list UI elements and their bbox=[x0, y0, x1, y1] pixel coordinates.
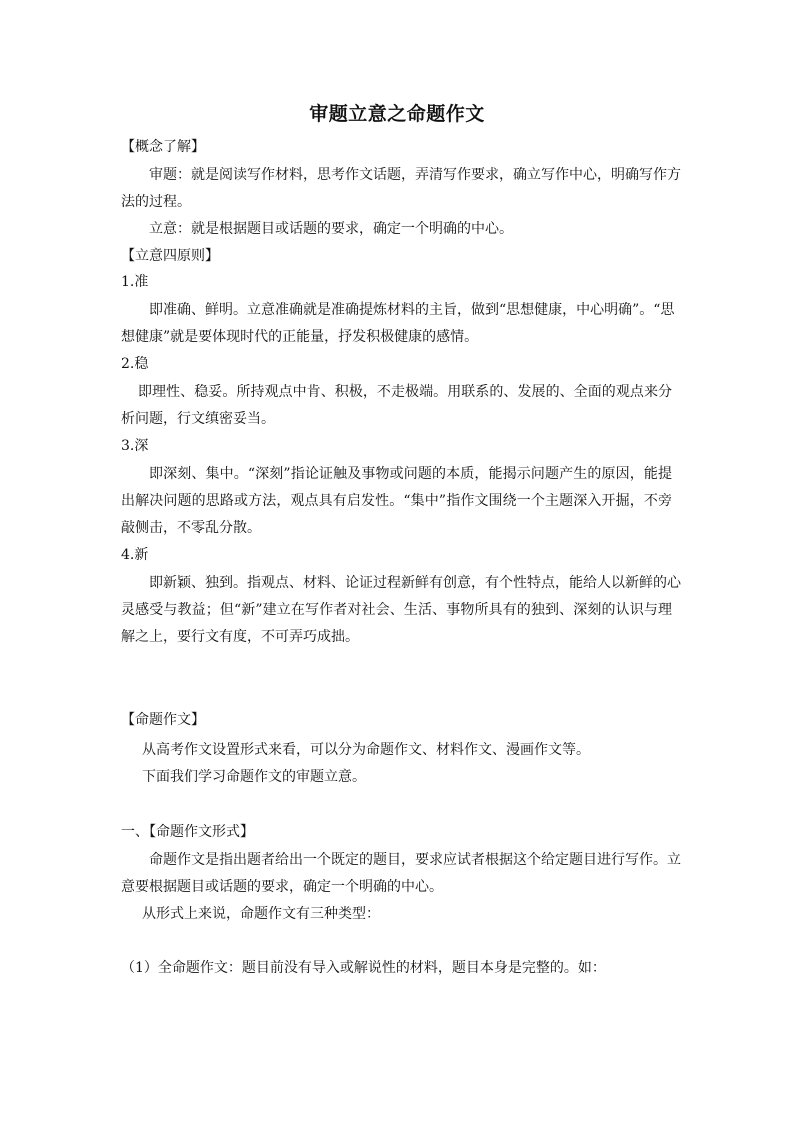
principle-4-line-3: 解之上，要行文有度，不可弄巧成拙。 bbox=[121, 629, 359, 645]
type-1-description: （1）全命题作文：题目前没有导入或解说性的材料，题目本身是完整的。如： bbox=[121, 960, 606, 976]
principles-heading: 【立意四原则】 bbox=[121, 248, 219, 264]
principle-3-line-2: 出解决问题的思路或方法，观点具有启发性。“集中”指作文围绕一个主题深入开掘，不旁 bbox=[121, 493, 672, 509]
form-paragraph-1-line-1: 命题作文是指出题者给出一个既定的题目，要求应试者根据这个给定题目进行写作。立 bbox=[149, 852, 681, 868]
principle-4-label: 4.新 bbox=[121, 547, 149, 563]
topic-paragraph-2: 下面我们学习命题作文的审题立意。 bbox=[142, 769, 366, 785]
page-title: 审题立意之命题作文 bbox=[309, 103, 485, 125]
principle-4-line-2: 灵感受与教益；但“新”建立在写作者对社会、生活、事物所具有的独到、深刻的认识与理 bbox=[121, 602, 672, 618]
principle-3-line-3: 敲侧击，不零乱分散。 bbox=[121, 520, 261, 536]
form-heading: 一、【命题作文形式】 bbox=[121, 824, 254, 840]
form-paragraph-1-line-2: 意要根据题目或话题的要求，确定一个明确的中心。 bbox=[121, 879, 443, 895]
topic-heading: 【命题作文】 bbox=[121, 712, 205, 728]
concept-heading: 【概念了解】 bbox=[121, 139, 205, 155]
principle-3-label: 3.深 bbox=[121, 438, 149, 454]
principle-2-line-1: 即理性、稳妥。所持观点中肯、积极，不走极端。用联系的、发展的、全面的观点来分 bbox=[138, 384, 672, 400]
principle-2-label: 2.稳 bbox=[121, 356, 149, 372]
form-paragraph-2: 从形式上来说，命题作文有三种类型： bbox=[142, 906, 380, 922]
concept-paragraph-1-line-1: 审题：就是阅读写作材料，思考作文话题，弄清写作要求，确立写作中心，明确写作方 bbox=[149, 167, 681, 183]
principle-1-label: 1.准 bbox=[121, 274, 149, 290]
principle-2-line-2: 析问题，行文缜密妥当。 bbox=[121, 411, 275, 427]
principle-3-line-1: 即深刻、集中。“深刻”指论证触及事物或问题的本质，能揭示问题产生的原因，能提 bbox=[149, 466, 672, 482]
principle-4-line-1: 即新颖、独到。指观点、材料、论证过程新鲜有创意，有个性特点，能给人以新鲜的心 bbox=[149, 575, 681, 591]
concept-paragraph-1-line-2: 法的过程。 bbox=[121, 194, 191, 210]
principle-1-line-2: 想健康”就是要体现时代的正能量，抒发积极健康的感情。 bbox=[121, 329, 479, 345]
concept-paragraph-2: 立意：就是根据题目或话题的要求，确定一个明确的中心。 bbox=[149, 221, 513, 237]
principle-1-line-1: 即准确、鲜明。立意准确就是准确提炼材料的主旨，做到“思想健康，中心明确”。“思 bbox=[149, 302, 675, 318]
topic-paragraph-1: 从高考作文设置形式来看，可以分为命题作文、材料作文、漫画作文等。 bbox=[142, 742, 590, 758]
